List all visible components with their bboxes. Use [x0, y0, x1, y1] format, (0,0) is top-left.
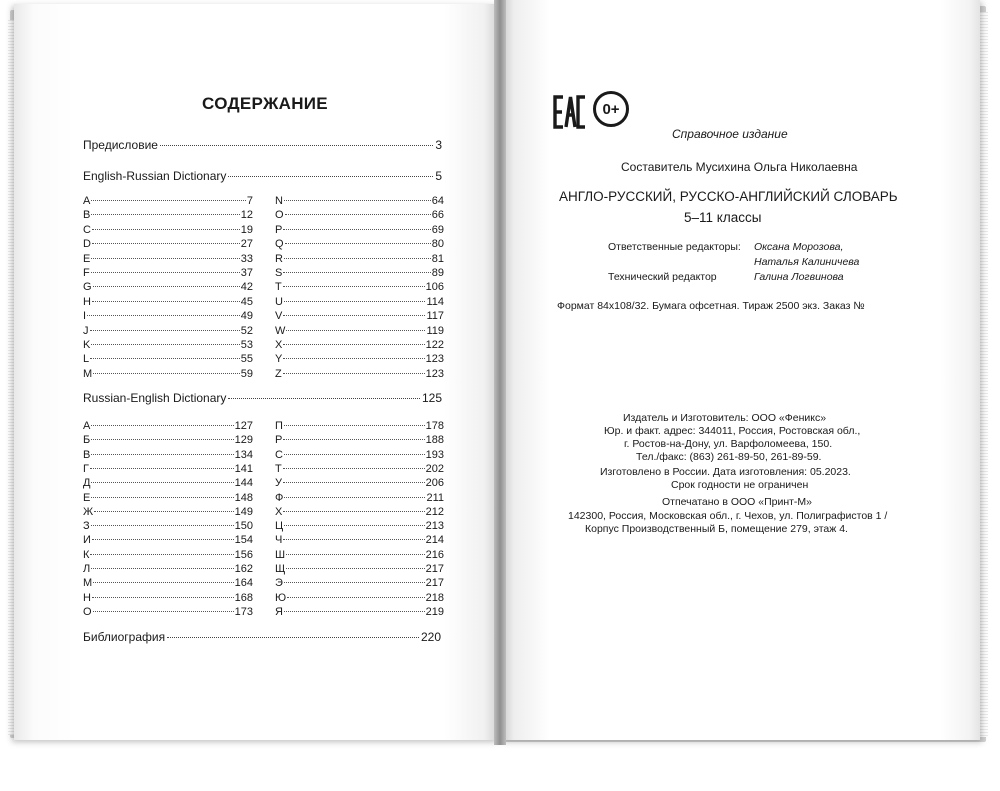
- index-letter: У: [275, 477, 282, 490]
- letter-index-row: [83, 368, 253, 382]
- index-page-number: 53: [240, 339, 253, 351]
- responsible-editor-1: Оксана Морозова,: [754, 241, 844, 253]
- index-page-number: 89: [431, 267, 444, 279]
- dot-leader: [284, 258, 431, 259]
- dot-leader: [283, 539, 424, 540]
- dot-leader: [286, 568, 424, 569]
- toc-entry-page: 5: [435, 169, 442, 183]
- index-page-number: 19: [240, 223, 253, 236]
- index-page-number: 150: [234, 520, 253, 533]
- edition-type: Справочное издание: [672, 127, 788, 141]
- index-letter: X: [275, 339, 283, 351]
- letter-index-row: [83, 477, 253, 491]
- address-line-2: г. Ростов-на-Дону, ул. Варфоломеева, 150.: [624, 438, 833, 450]
- toc-entry-english-russian: [83, 169, 442, 183]
- index-page-number: 52: [240, 324, 253, 337]
- letter-index-row: [275, 310, 444, 324]
- index-letter: Щ: [275, 563, 286, 575]
- letter-index-row: [83, 296, 253, 310]
- dot-leader: [92, 243, 240, 244]
- letter-index-row: [83, 434, 253, 448]
- letter-index-row: [275, 195, 444, 209]
- letter-index-row: [83, 577, 253, 591]
- tech-editor-label: Технический редактор: [608, 271, 717, 283]
- letter-index-row: [83, 353, 253, 367]
- dot-leader: [284, 525, 425, 526]
- letter-index-row: [83, 209, 253, 223]
- dot-leader: [167, 637, 419, 638]
- index-page-number: 211: [426, 491, 444, 504]
- index-page-number: 37: [240, 267, 253, 279]
- index-letter: Х: [275, 505, 283, 518]
- letter-index-row: [83, 463, 253, 477]
- responsible-editors-label: Ответственные редакторы:: [608, 241, 741, 253]
- index-letter: Ю: [275, 591, 287, 604]
- dot-leader: [91, 258, 239, 259]
- toc-entry-page: 3: [435, 138, 442, 152]
- dot-leader: [284, 497, 425, 498]
- dot-leader: [92, 539, 234, 540]
- dot-leader: [283, 468, 425, 469]
- index-page-number: 81: [431, 252, 444, 265]
- index-letter: W: [275, 324, 286, 337]
- phone-line: Тел./факс: (863) 261-89-50, 261-89-59.: [636, 451, 822, 463]
- toc-entry-label: Библиография: [83, 630, 166, 644]
- letter-index-row: [83, 281, 253, 295]
- index-letter: Б: [83, 434, 91, 447]
- index-page-number: 216: [425, 548, 444, 561]
- index-page-number: 66: [431, 209, 444, 222]
- letter-index-row: [275, 449, 444, 463]
- dot-leader: [160, 145, 433, 146]
- letter-index-row: [83, 592, 253, 606]
- index-letter: С: [275, 448, 283, 461]
- dot-leader: [93, 373, 240, 374]
- index-letter: Ш: [275, 548, 286, 561]
- index-page-number: 219: [425, 605, 444, 618]
- index-page-number: 42: [240, 281, 253, 294]
- index-page-number: 7: [246, 195, 253, 207]
- dot-leader: [283, 511, 424, 512]
- dot-leader: [286, 330, 425, 331]
- dot-leader: [91, 454, 233, 455]
- dot-leader: [283, 344, 424, 345]
- letter-index-row: [275, 339, 444, 353]
- dot-leader: [285, 243, 431, 244]
- toc-entry-page: 125: [421, 391, 442, 405]
- index-letter: Д: [83, 477, 91, 490]
- dot-leader: [94, 511, 233, 512]
- index-page-number: 80: [431, 238, 444, 251]
- index-letter: О: [83, 605, 92, 618]
- letter-index-row: [275, 420, 444, 434]
- responsible-editor-2: Наталья Калиничева: [754, 256, 860, 268]
- index-page-number: 217: [425, 563, 444, 575]
- made-in-line: Изготовлено в России. Дата изготовления: 05.2023.: [600, 466, 851, 478]
- compiler: Составитель Мусихина Ольга Николаевна: [621, 160, 858, 174]
- dot-leader: [93, 611, 234, 612]
- letter-index-row: [275, 463, 444, 477]
- index-page-number: 193: [425, 448, 444, 461]
- letter-index-row: [83, 195, 253, 209]
- dot-leader: [91, 497, 233, 498]
- toc-entry-russian-english: [83, 391, 442, 405]
- letter-index-row: [83, 238, 253, 252]
- toc-entry-page: 220: [420, 630, 441, 644]
- letter-index-row: [83, 253, 253, 267]
- address-line-1: Юр. и факт. адрес: 344011, Россия, Ростовская обл.,: [604, 425, 861, 437]
- index-page-number: 212: [425, 505, 444, 518]
- toc-entry-bibliography: [83, 630, 441, 644]
- age-rating-badge: 0+: [593, 91, 629, 127]
- printer-address-2: Корпус Производственный Б, помещение 279, этаж 4.: [585, 523, 848, 535]
- index-page-number: 168: [234, 591, 253, 604]
- index-page-number: 178: [425, 420, 444, 432]
- index-letter: Л: [83, 563, 91, 575]
- letter-index-row: [275, 477, 444, 491]
- index-letter: Ц: [275, 520, 284, 533]
- dot-leader: [91, 214, 239, 215]
- index-letter: U: [275, 295, 283, 308]
- dot-leader: [90, 358, 240, 359]
- letter-index-row: [83, 549, 253, 563]
- index-letter: F: [83, 267, 90, 279]
- eac-mark-icon: [553, 94, 587, 130]
- index-letter: Y: [275, 353, 283, 366]
- dot-leader: [283, 373, 425, 374]
- dot-leader: [284, 301, 426, 302]
- index-letter: M: [83, 367, 93, 380]
- index-letter: П: [275, 420, 283, 432]
- index-page-number: 114: [426, 295, 444, 308]
- dot-leader: [90, 468, 234, 469]
- letter-index-row: [275, 563, 444, 577]
- letter-index-row: [275, 267, 444, 281]
- index-letter: K: [83, 339, 91, 351]
- index-letter: Ф: [275, 491, 284, 504]
- index-letter: Я: [275, 605, 283, 618]
- letter-index-row: [275, 368, 444, 382]
- index-letter: P: [275, 223, 283, 236]
- index-letter: Э: [275, 577, 283, 590]
- index-page-number: 213: [425, 520, 444, 533]
- index-page-number: 59: [240, 367, 253, 380]
- index-page-number: 106: [425, 281, 444, 294]
- index-page-number: 144: [234, 477, 253, 490]
- dot-leader: [284, 582, 425, 583]
- index-letter: S: [275, 267, 283, 279]
- dot-leader: [92, 301, 240, 302]
- index-letter: Ч: [275, 534, 283, 547]
- dot-leader: [228, 176, 433, 177]
- index-page-number: 129: [234, 434, 253, 447]
- index-letter: J: [83, 324, 89, 337]
- tech-editor: Галина Логвинова: [754, 271, 844, 283]
- format-line: Формат 84x108/32. Бумага офсетная. Тираж 2500 экз. Заказ №: [557, 300, 865, 312]
- letter-index-row: [275, 520, 444, 534]
- index-page-number: 119: [426, 324, 444, 337]
- index-page-number: 217: [425, 577, 444, 590]
- letter-index-row: [83, 310, 253, 324]
- index-page-number: 148: [234, 491, 253, 504]
- index-page-number: 69: [431, 223, 444, 236]
- index-page-number: 214: [425, 534, 444, 547]
- index-page-number: 149: [234, 505, 253, 518]
- dot-leader: [283, 229, 430, 230]
- letter-index-row: [275, 296, 444, 310]
- letter-index-row: [83, 267, 253, 281]
- letter-index-row: [275, 325, 444, 339]
- dot-leader: [284, 425, 425, 426]
- index-page-number: 12: [240, 209, 253, 222]
- letter-index-row: [275, 224, 444, 238]
- dot-leader: [93, 582, 233, 583]
- letter-index-row: [275, 577, 444, 591]
- letter-index-row: [275, 253, 444, 267]
- dot-leader: [87, 315, 240, 316]
- index-letter: A: [83, 195, 91, 207]
- index-letter: C: [83, 223, 91, 236]
- index-page-number: 218: [425, 591, 444, 604]
- letter-index-row: [275, 353, 444, 367]
- shelf-life-line: Срок годности не ограничен: [671, 479, 809, 491]
- dot-leader: [228, 398, 420, 399]
- index-letter: А: [83, 420, 91, 432]
- publisher-line: Издатель и Изготовитель: ООО «Феникс»: [623, 412, 827, 424]
- index-page-number: 141: [234, 462, 253, 475]
- index-letter: Z: [275, 367, 282, 380]
- index-letter: Е: [83, 491, 91, 504]
- index-page-number: 154: [234, 534, 253, 547]
- index-letter: V: [275, 310, 283, 323]
- letter-index-row: [83, 339, 253, 353]
- dot-leader: [91, 425, 233, 426]
- dot-leader: [285, 214, 431, 215]
- index-letter: Ж: [83, 505, 94, 518]
- letter-index-row: [83, 606, 253, 620]
- index-page-number: 156: [234, 548, 253, 561]
- toc-title: СОДЕРЖАНИЕ: [202, 94, 328, 113]
- index-page-number: 45: [240, 295, 253, 308]
- book-title: АНГЛО-РУССКИЙ, РУССКО-АНГЛИЙСКИЙ СЛОВАРЬ: [559, 189, 898, 204]
- dot-leader: [92, 229, 240, 230]
- index-page-number: 164: [234, 577, 253, 590]
- dot-leader: [283, 272, 430, 273]
- dot-leader: [283, 358, 424, 359]
- toc-entry-label: English-Russian Dictionary: [83, 169, 227, 183]
- index-letter: N: [275, 195, 283, 207]
- index-page-number: 55: [240, 353, 253, 366]
- index-page-number: 134: [234, 448, 253, 461]
- index-letter: O: [275, 209, 284, 222]
- toc-entry-label: Russian-English Dictionary: [83, 391, 227, 405]
- dot-leader: [91, 272, 240, 273]
- dot-leader: [91, 344, 239, 345]
- dot-leader: [287, 597, 425, 598]
- toc-entry-preface: [83, 138, 442, 152]
- index-letter: B: [83, 209, 91, 222]
- index-page-number: 122: [425, 339, 444, 351]
- letter-index-row: [83, 224, 253, 238]
- letter-index-row: [275, 549, 444, 563]
- dot-leader: [91, 568, 233, 569]
- letter-index-row: [83, 492, 253, 506]
- index-page-number: 127: [234, 420, 253, 432]
- index-letter: G: [83, 281, 92, 294]
- index-letter: Н: [83, 591, 91, 604]
- index-letter: Т: [275, 462, 282, 475]
- toc-entry-label: Предисловие: [83, 138, 158, 152]
- dot-leader: [283, 482, 425, 483]
- printer-address-1: 142300, Россия, Московская обл., г. Чехов, ул. Полиграфистов 1 /: [568, 510, 888, 522]
- index-letter: З: [83, 520, 90, 533]
- letter-index-row: [275, 606, 444, 620]
- letter-index-row: [275, 506, 444, 520]
- index-page-number: 33: [240, 252, 253, 265]
- index-letter: D: [83, 238, 91, 251]
- letter-index-row: [83, 506, 253, 520]
- dot-leader: [284, 454, 425, 455]
- dot-leader: [91, 482, 233, 483]
- index-page-number: 173: [234, 605, 253, 618]
- dot-leader: [91, 439, 233, 440]
- grades: 5–11 классы: [684, 210, 762, 225]
- dot-leader: [284, 200, 431, 201]
- dot-leader: [284, 611, 425, 612]
- index-letter: М: [83, 577, 93, 590]
- dot-leader: [93, 286, 240, 287]
- letter-index-row: [275, 281, 444, 295]
- index-letter: R: [275, 252, 283, 265]
- dot-leader: [91, 525, 234, 526]
- letter-index-row: [83, 520, 253, 534]
- index-page-number: 162: [234, 563, 253, 575]
- letter-index-row: [275, 209, 444, 223]
- index-letter: В: [83, 448, 91, 461]
- index-page-number: 64: [431, 195, 444, 207]
- dot-leader: [91, 200, 246, 201]
- index-letter: H: [83, 295, 91, 308]
- letter-index-row: [275, 434, 444, 448]
- letter-index-row: [275, 238, 444, 252]
- printed-at-line: Отпечатано в ООО «Принт-М»: [662, 496, 813, 508]
- dot-leader: [283, 439, 424, 440]
- index-page-number: 202: [425, 462, 444, 475]
- dot-leader: [286, 554, 425, 555]
- dot-leader: [283, 315, 425, 316]
- letter-index-row: [275, 492, 444, 506]
- index-letter: И: [83, 534, 91, 547]
- book-spine: [494, 0, 506, 745]
- letter-index-row: [83, 325, 253, 339]
- index-page-number: 123: [425, 353, 444, 366]
- letter-index-row: [83, 534, 253, 548]
- letter-index-row: [275, 534, 444, 548]
- index-page-number: 188: [425, 434, 444, 447]
- index-letter: I: [83, 310, 87, 323]
- dot-leader: [283, 286, 425, 287]
- dot-leader: [92, 597, 234, 598]
- index-letter: Q: [275, 238, 284, 251]
- index-letter: К: [83, 548, 90, 561]
- index-page-number: 123: [425, 367, 444, 380]
- letter-index-row: [83, 563, 253, 577]
- letter-index-row: [275, 592, 444, 606]
- index-page-number: 27: [240, 238, 253, 251]
- index-page-number: 49: [240, 310, 253, 323]
- index-letter: L: [83, 353, 90, 366]
- letter-index-row: [83, 420, 253, 434]
- index-letter: E: [83, 252, 91, 265]
- letter-index-row: [83, 449, 253, 463]
- index-letter: T: [275, 281, 282, 294]
- index-page-number: 117: [426, 310, 444, 323]
- dot-leader: [90, 330, 240, 331]
- dot-leader: [90, 554, 233, 555]
- index-page-number: 206: [425, 477, 444, 490]
- index-letter: Р: [275, 434, 283, 447]
- index-letter: Г: [83, 462, 89, 475]
